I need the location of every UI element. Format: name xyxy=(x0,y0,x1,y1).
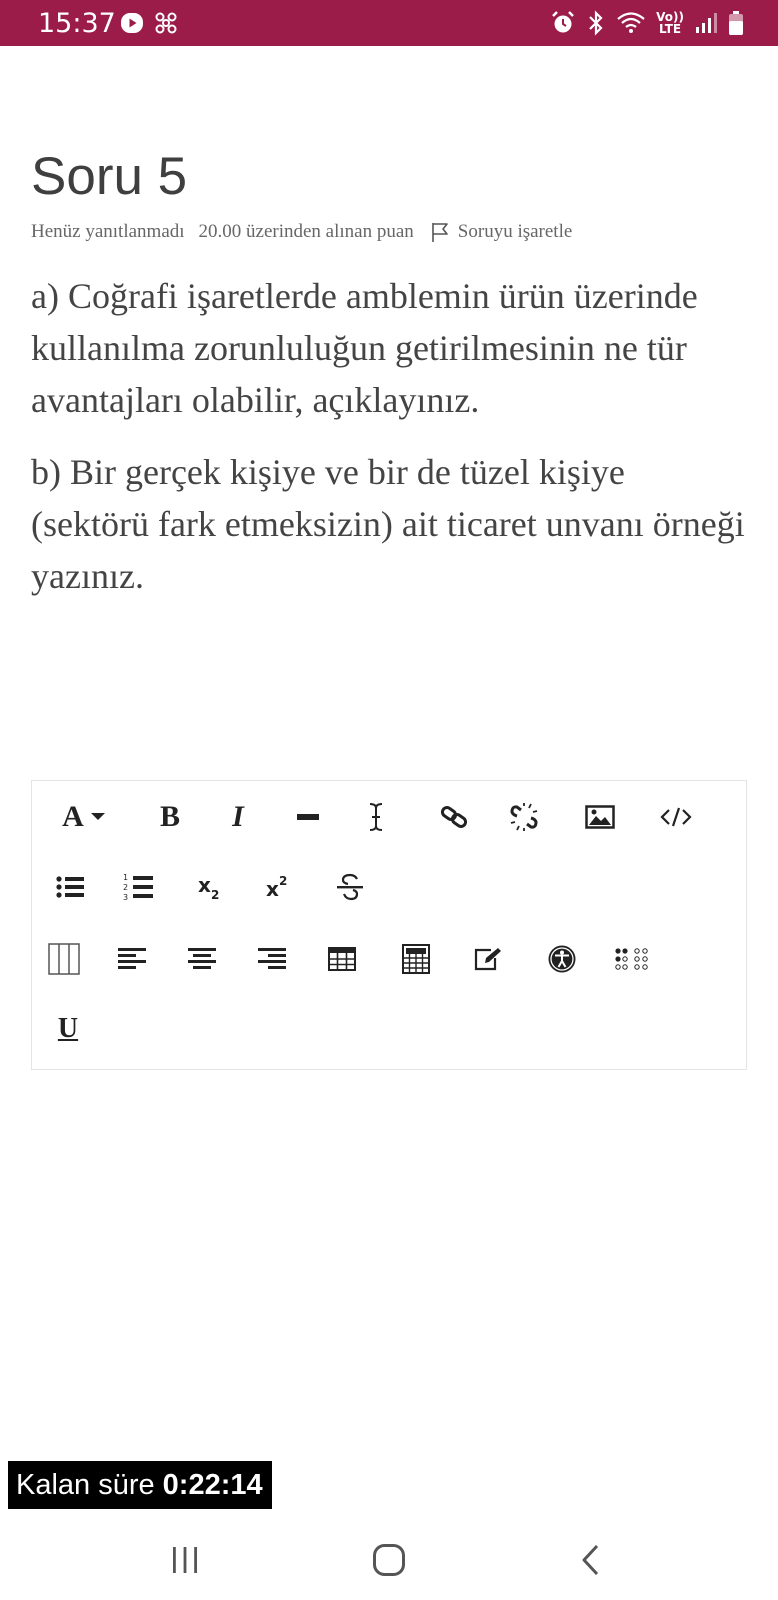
bluetooth-icon xyxy=(586,10,606,36)
underline-button[interactable] xyxy=(46,1003,90,1055)
flag-icon xyxy=(430,221,450,243)
numbered-list-icon xyxy=(123,872,153,902)
alarm-icon xyxy=(550,10,576,36)
unlink-icon xyxy=(509,802,539,832)
font-button-label: A xyxy=(62,800,84,833)
subscript-button[interactable] xyxy=(190,861,234,913)
remaining-time xyxy=(8,1461,272,1509)
accessibility-icon xyxy=(547,944,577,974)
braille-button[interactable] xyxy=(608,933,656,985)
svg-text:3: 3 xyxy=(123,893,129,902)
strikethrough-button[interactable] xyxy=(328,861,372,913)
link-icon xyxy=(440,803,468,831)
edit-button[interactable] xyxy=(466,933,510,985)
remaining-time-label: Kalan süre xyxy=(16,1468,155,1501)
columns-button[interactable] xyxy=(42,933,86,985)
volte-label: Vo)) xyxy=(656,10,684,24)
numbered-list-button[interactable] xyxy=(116,861,160,913)
align-left-icon xyxy=(118,948,146,970)
clear-format-button[interactable] xyxy=(354,791,398,843)
pinwheel-icon xyxy=(154,11,178,35)
align-center-button[interactable] xyxy=(180,933,224,985)
unlink-button[interactable] xyxy=(500,791,548,843)
code-icon xyxy=(660,806,692,828)
underline-label: U xyxy=(57,1013,79,1044)
status-time: 15:37 xyxy=(38,8,116,39)
page-title: Soru 5 xyxy=(31,147,188,206)
answer-status: Henüz yanıtlanmadı xyxy=(31,221,185,242)
table-button[interactable] xyxy=(320,933,364,985)
battery-icon xyxy=(728,10,744,36)
font-color-button[interactable] xyxy=(52,791,116,843)
svg-text:2: 2 xyxy=(211,888,220,900)
accessibility-button[interactable] xyxy=(538,933,586,985)
back-icon xyxy=(580,1544,602,1576)
align-right-icon xyxy=(258,948,286,970)
question-text xyxy=(31,270,751,622)
calculator-icon xyxy=(402,944,430,974)
remaining-time-value: 0:22:14 xyxy=(162,1468,263,1501)
signal-icon xyxy=(694,11,718,35)
flag-question-label: Soruyu işaretle xyxy=(457,221,573,242)
home-button[interactable] xyxy=(354,1520,424,1600)
superscript-button[interactable] xyxy=(258,861,302,913)
edit-icon xyxy=(473,946,503,972)
calculator-button[interactable] xyxy=(394,933,438,985)
wifi-icon xyxy=(616,10,646,36)
superscript-icon xyxy=(266,874,294,900)
recent-apps-icon xyxy=(170,1546,200,1574)
svg-text:1: 1 xyxy=(123,873,129,882)
svg-text:2: 2 xyxy=(123,883,129,892)
svg-text:2: 2 xyxy=(279,874,288,888)
question-points: 20.00 üzerinden alınan puan xyxy=(198,221,414,242)
italic-button[interactable] xyxy=(216,791,260,843)
bold-label: B xyxy=(159,800,180,833)
question-part-a: a) Coğrafi işaretlerde amblemin ürün üzerinde kullanılma zorunluluğun getirilmesinin ne tür avantajları olabilir, açıklayınız. xyxy=(31,276,698,420)
bullet-list-button[interactable] xyxy=(48,861,92,913)
italic-label: I xyxy=(232,800,244,833)
text-cursor-icon xyxy=(366,802,386,832)
chevron-down-icon xyxy=(90,812,106,822)
home-icon xyxy=(372,1543,406,1577)
youtube-icon xyxy=(120,11,144,35)
navigation-bar xyxy=(0,1520,778,1600)
question-meta xyxy=(31,221,572,243)
image-icon xyxy=(585,805,615,829)
question-part-b: b) Bir gerçek kişiye ve bir de tüzel kişiye (sektörü fark etmeksizin) ait ticaret unvanı örneği yazınız. xyxy=(31,452,745,596)
columns-icon xyxy=(48,943,80,975)
volte-icon xyxy=(656,11,684,35)
table-icon xyxy=(328,947,356,971)
braille-icon xyxy=(615,948,649,970)
back-button[interactable] xyxy=(556,1520,626,1600)
horizontal-rule-icon xyxy=(297,813,319,821)
flag-question-link[interactable] xyxy=(430,221,573,243)
horizontal-rule-button[interactable] xyxy=(286,791,330,843)
svg-text:x: x xyxy=(266,877,279,900)
align-left-button[interactable] xyxy=(110,933,154,985)
bold-button[interactable] xyxy=(148,791,192,843)
align-center-icon xyxy=(188,948,216,970)
image-button[interactable] xyxy=(576,791,624,843)
status-bar xyxy=(0,0,778,46)
link-button[interactable] xyxy=(430,791,478,843)
align-right-button[interactable] xyxy=(250,933,294,985)
bullet-list-icon xyxy=(56,875,84,899)
subscript-icon xyxy=(198,874,226,900)
strikethrough-icon xyxy=(336,872,364,902)
answer-editor[interactable] xyxy=(31,780,747,1070)
svg-text:x: x xyxy=(198,874,211,897)
recent-apps-button[interactable] xyxy=(150,1520,220,1600)
html-code-button[interactable] xyxy=(648,791,704,843)
lte-label: LTE xyxy=(659,22,682,36)
